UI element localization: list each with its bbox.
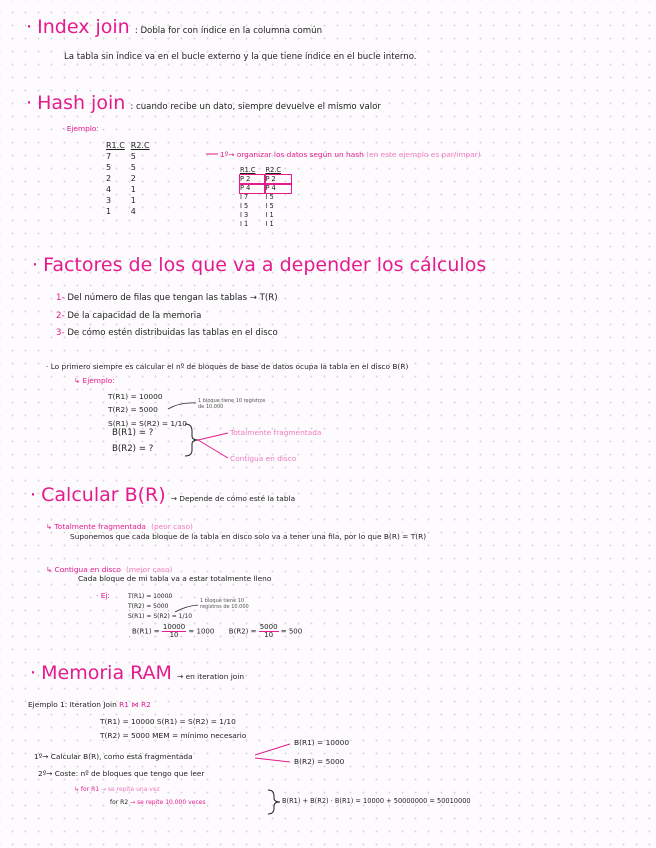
table-header: R2.C [130,141,150,150]
table-cell: P 4 [265,184,290,193]
option-contigua: Contigua en disco [230,454,297,463]
section-arrow-note: → en iteration join [177,672,245,681]
table-cell: I 1 [240,220,249,228]
contigua-title: ↳ Contigua en disco [46,565,121,574]
table-cell: 1 [130,185,136,194]
calcular-b-results [132,624,302,639]
table-row [106,162,156,173]
table-header: R2.C [265,166,281,174]
section-memoria [30,662,244,684]
table-row [240,211,291,220]
factores-side-note: 1 bloque tiene 10 registros de 10.000 [198,398,266,410]
section-factores [32,254,486,276]
memoria-line: T(R1) = 10000 S(R1) = S(R2) = 1/10 [100,717,236,726]
memoria-step-1: 1º→ Calcular B(R), como está fragmentada [34,752,193,761]
b-r2-fraction [259,624,279,639]
b-r1-lhs: B(R1) = [132,627,160,636]
table-cell: P 2 [240,175,265,184]
table-row [106,151,156,162]
section-title: Factores de los que va a depender los cálculos [43,254,487,276]
b-r2-lhs: B(R2) = [228,627,257,636]
table-cell: I 1 [265,211,274,219]
index-join-description: La tabla sin índice va en el bucle externo y la que tiene índice en el bucle interno. [64,52,417,62]
memoria-b-r1: B(R1) = 10000 [294,738,350,747]
for-r1-label: ↳ for R1 [74,786,100,793]
table-row [106,195,156,206]
option-fragmentada: Totalmente fragmentada [230,428,322,437]
table-header-row [106,140,156,151]
hash-step-note: (en este ejemplo es par/impar) [366,150,481,159]
section-title: Index join [37,16,130,38]
table-header: R1.C [106,141,125,150]
arrow-options-bottom [198,440,228,458]
table-cell: 4 [130,207,136,216]
table-cell: 5 [130,152,136,161]
b-r1-fraction [162,624,186,639]
b-r2-numerator: 5000 [259,623,278,631]
arrow-sidenote-1 [168,403,196,409]
table-cell: 2 [130,174,136,183]
hash-organized-table [240,166,291,229]
for-r1-note: → se repite una vez [101,786,160,793]
section-index-join [26,16,322,38]
calcular-ej-label: · Ej: [96,591,110,600]
section-title: Hash join [37,92,126,114]
calcular-ej-line: T(R1) = 10000 [128,593,173,600]
bullet: · [30,662,37,684]
section-hash-join [26,92,381,114]
factor-item [56,311,201,321]
arrow-options-top [198,433,228,440]
table-row [240,184,291,193]
memoria-example [28,700,151,709]
section-title: Memoria RAM [41,662,172,684]
b-r2-denominator: 10 [264,631,274,639]
factor-item [56,293,278,303]
table-cell: 7 [106,152,112,161]
factor-number: 2- [56,311,65,321]
calcular-ej-line: T(R2) = 5000 [128,603,169,610]
table-row [106,173,156,184]
factor-text: De cómo estén distribuidas las tablas en el disco [67,328,278,338]
table-cell: 4 [106,185,112,194]
brace-questions [185,424,198,456]
factores-line: T(R2) = 5000 [108,405,158,414]
table-cell: I 3 [240,211,249,219]
memoria-for-r2 [110,799,205,806]
table-cell: I 1 [265,220,274,228]
b-r1-rhs: = 1000 [188,627,215,636]
hash-input-table [106,140,156,217]
table-cell: I 7 [240,193,249,201]
table-row [106,206,156,217]
table-header: R1.C [240,166,256,174]
factores-line: T(R1) = 10000 [108,392,163,401]
factor-text: Del número de filas que tengan las tablas → T(R) [67,293,278,303]
factor-item [56,328,278,338]
question-b-r2: B(R2) = ? [112,444,154,454]
table-cell: I 5 [265,202,274,210]
factor-text: De la capacidad de la memoria [67,311,202,321]
question-b-r1: B(R1) = ? [112,428,154,438]
section-arrow-note: → Depende de cómo esté la tabla [170,494,296,503]
factor-number: 1- [56,293,65,303]
memoria-b-r2: B(R2) = 5000 [294,757,345,766]
table-row [240,193,291,202]
table-cell: 1 [130,196,136,205]
table-row [106,184,156,195]
table-cell: 1 [106,207,112,216]
table-cell: 3 [106,196,112,205]
table-cell: P 2 [265,175,290,184]
arrow-b-r1 [255,744,290,755]
section-definition: : Dobla for con índice en la columna común [134,26,323,36]
factores-example-label: ↳ Ejemplo: [74,376,115,385]
table-row [240,175,291,184]
section-definition: : cuando recibe un dato, siempre devuelve el mismo valor [130,102,381,112]
factor-number: 3- [56,328,65,338]
table-cell: 2 [106,174,112,183]
table-row [240,202,291,211]
bullet: · [26,92,33,114]
contigua-note: (mejor caso) [125,565,173,574]
for-r2-label: for R2 [110,799,129,806]
bullet: · [26,16,33,38]
bullet: · [32,254,39,276]
memoria-result: B(R1) + B(R2) · B(R1) = 10000 + 50000000 = 50010000 [282,797,471,805]
fragmentada-note: (peor caso) [151,522,193,531]
table-cell: 5 [130,163,136,172]
factores-note: · Lo primero siempre es calcular el nº de bloques de base de datos ocupa la tabla en el disco B(R) [46,362,409,371]
calcular-ej-lines [128,592,192,622]
calcular-side-note: 1 bloque tiene 10 registros de 10.000 [200,598,249,610]
hash-example-label: · Ejemplo: [62,124,99,133]
for-r2-note: → se repite 10.000 veces [130,799,206,806]
memoria-for-r1 [74,786,160,793]
fragmentada-description: Suponemos que cada bloque de la tabla en disco solo va a tener una fila, por lo que B(R) = T(R) [70,532,427,541]
memoria-line: T(R2) = 5000 MEM = mínimo necesario [100,731,247,740]
table-cell: I 5 [240,202,249,210]
b-r1-denominator: 10 [169,631,179,639]
hash-step-text: 1º→ organizar los datos según un hash [220,150,364,159]
table-cell: 5 [106,163,112,172]
section-calcular [30,484,295,506]
b-r1-numerator: 10000 [162,623,186,631]
table-header-row [240,166,291,175]
calcular-ej-line: S(R1) = S(R2) = 1/10 [128,613,193,620]
fragmentada-heading [46,514,193,533]
section-title: Calcular B(R) [41,484,166,506]
brace-result [268,790,280,814]
memoria-example-tables: R1 ⋈ R2 [119,700,151,709]
hash-step [220,150,481,159]
memoria-example-label: Ejemplo 1: Iteration Join [28,700,117,709]
table-cell: I 5 [265,193,274,201]
factores-line: S(R1) = S(R2) = 1/10 [108,419,187,428]
arrow-b-r2 [255,758,290,762]
bullet: · [30,484,37,506]
contigua-description: Cada bloque de mi tabla va a estar totalmente lleno [78,574,272,583]
table-row [240,220,291,229]
fragmentada-title: ↳ Totalmente fragmentada [46,522,146,531]
memoria-step-2: 2º→ Coste: nº de bloques que tengo que leer [38,769,205,778]
b-r2-rhs: = 500 [280,627,303,636]
table-cell: P 4 [240,184,265,193]
